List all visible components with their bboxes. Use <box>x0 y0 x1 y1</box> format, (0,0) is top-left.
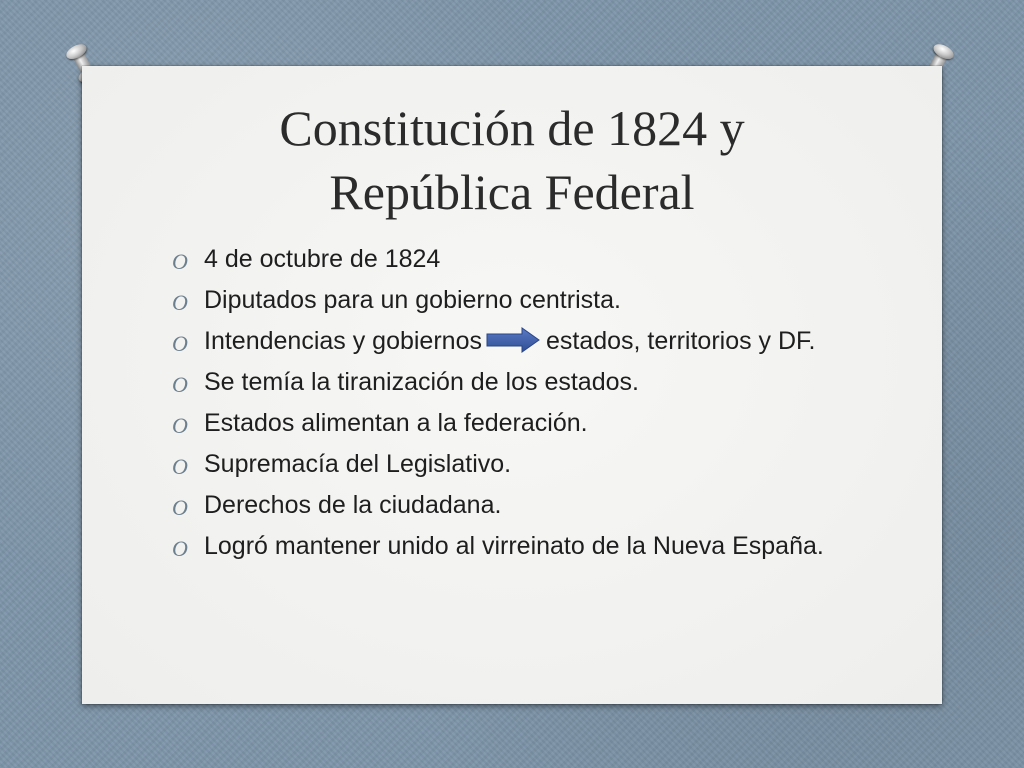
bullet-text: Derechos de la ciudadana. <box>204 491 502 519</box>
bullet-marker-icon: O <box>172 290 188 315</box>
bullet-text: Se temía la tiranización de los estados. <box>204 368 639 396</box>
bullet-item <box>170 243 860 276</box>
bullet-item <box>170 284 860 317</box>
bullet-item <box>170 325 860 358</box>
bullet-text-after-arrow: estados, territorios y DF. <box>545 327 816 355</box>
bullet-list <box>170 243 860 571</box>
bullet-item <box>170 448 860 481</box>
bullet-marker-icon: O <box>172 454 188 479</box>
slide-title-line-1: Constitución de 1824 y <box>279 100 745 156</box>
right-arrow-icon <box>486 327 540 353</box>
bullet-item <box>170 366 860 399</box>
bullet-marker-icon: O <box>172 413 188 438</box>
bullet-text: Supremacía del Legislativo. <box>204 450 512 478</box>
bullet-item <box>170 489 860 522</box>
slide-title-line-2: República Federal <box>329 164 695 220</box>
bullet-marker-icon: O <box>172 372 188 397</box>
bullet-text: 4 de octubre de 1824 <box>204 245 441 273</box>
bullet-marker-icon: O <box>172 331 188 356</box>
bullet-item <box>170 530 860 563</box>
slide-title <box>0 96 1024 224</box>
bullet-item <box>170 407 860 440</box>
bullet-text: Estados alimentan a la federación. <box>204 409 588 437</box>
bullet-text: Diputados para un gobierno centrista. <box>204 286 621 314</box>
bullet-marker-icon: O <box>172 249 188 274</box>
bullet-text-before-arrow: Intendencias y gobiernos <box>204 327 482 355</box>
bullet-marker-icon: O <box>172 536 188 561</box>
bullet-text: Logró mantener unido al virreinato de la Nueva España. <box>204 532 824 560</box>
bullet-marker-icon: O <box>172 495 188 520</box>
